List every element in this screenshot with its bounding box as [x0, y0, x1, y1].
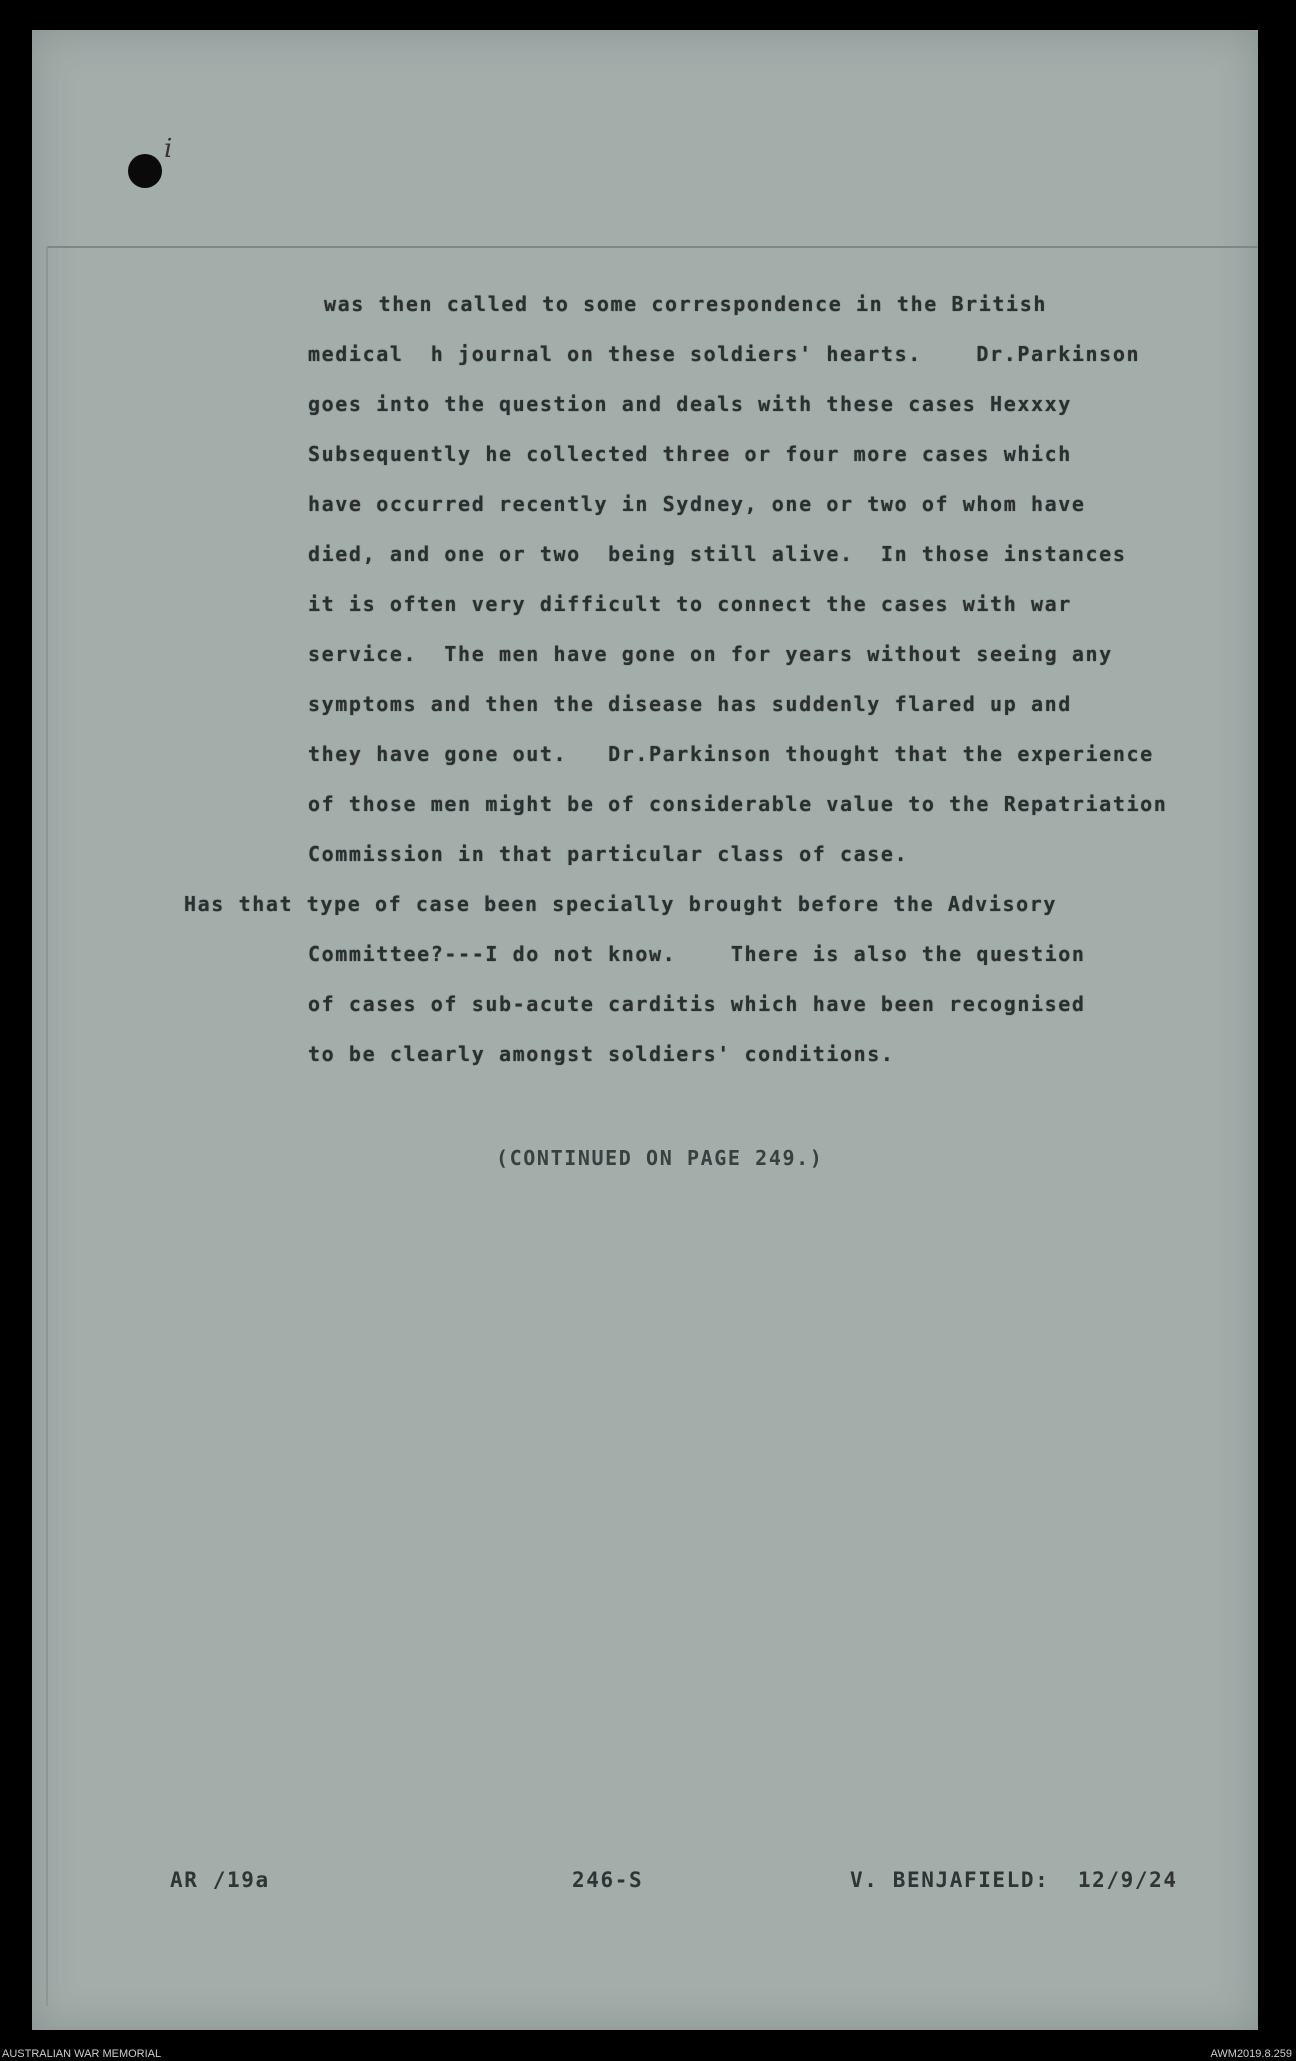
document-page	[32, 30, 1258, 2030]
transcript-line: medical h journal on these soldiers' hearts. Dr.Parkinson	[308, 342, 1141, 366]
archive-id: AWM2019.8.259	[1210, 2048, 1292, 2060]
transcript-line: Commission in that particular class of case.	[308, 842, 909, 866]
transcript-question-line: Has that type of case been specially brought before the Advisory	[184, 892, 1058, 916]
transcript-line: service. The men have gone on for years without seeing any	[308, 642, 1113, 666]
transcript-line: to be clearly amongst soldiers' conditions.	[308, 1042, 895, 1066]
transcript-line: Subsequently he collected three or four more cases which	[308, 442, 1072, 466]
transcript-line: they have gone out. Dr.Parkinson thought that the experience	[308, 742, 1154, 766]
transcript-line: it is often very difficult to connect the cases with war	[308, 592, 1072, 616]
archive-name: AUSTRALIAN WAR MEMORIAL	[2, 2048, 162, 2060]
transcript-line: Committee?---I do not know. There is also the question	[308, 942, 1086, 966]
transcript-line: of those men might be of considerable value to the Repatriation	[308, 792, 1168, 816]
transcript-line: goes into the question and deals with these cases Hexxxy	[308, 392, 1072, 416]
transcript-line: died, and one or two being still alive. In those instances	[308, 542, 1127, 566]
footer-witness-date: V. BENJAFIELD: 12/9/24	[850, 1868, 1178, 1892]
transcript-line: have occurred recently in Sydney, one or two of whom have	[308, 492, 1086, 516]
margin-mark: i	[164, 134, 173, 164]
transcript-line: was then called to some correspondence in the British	[324, 292, 1047, 316]
footer-page-number: 246-S	[572, 1868, 644, 1892]
footer-reference: AR /19a	[170, 1868, 270, 1892]
transcript-line: symptoms and then the disease has suddenly flared up and	[308, 692, 1072, 716]
transcript-line: of cases of sub-acute carditis which have been recognised	[308, 992, 1086, 1016]
archive-caption-bar	[0, 2048, 1296, 2061]
transcript-body	[32, 30, 1258, 2030]
continued-note: (CONTINUED ON PAGE 249.)	[496, 1146, 824, 1170]
